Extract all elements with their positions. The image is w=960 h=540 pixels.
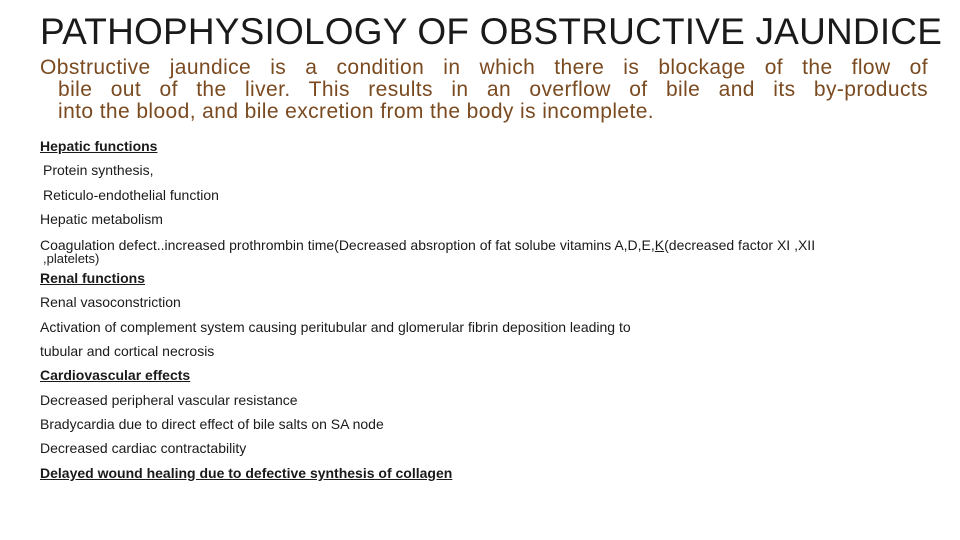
- list-item: Bradycardia due to direct effect of bile salts on SA node: [40, 415, 384, 432]
- intro-line-1: Obstructive jaundice is a condition in which there is blockage of the flow of: [40, 56, 928, 79]
- content-list: [40, 134, 920, 485]
- list-item: Renal vasoconstriction: [40, 294, 181, 311]
- intro-line-2: bile out of the liver. This results in an overflow of bile and its by-products: [58, 78, 928, 101]
- wound-healing-heading: Delayed wound healing due to defective synthesis of collagen: [40, 464, 453, 481]
- cardiovascular-heading: Cardiovascular effects: [40, 367, 191, 384]
- intro-paragraph: [40, 57, 928, 123]
- list-item: Reticulo-endothelial function: [43, 186, 219, 203]
- list-item: tubular and cortical necrosis: [40, 343, 215, 360]
- slide-title: PATHOPHYSIOLOGY OF OBSTRUCTIVE JAUNDICE: [40, 11, 943, 52]
- list-item: Protein synthesis,: [43, 162, 154, 179]
- vitamin-k-text: K: [654, 237, 665, 254]
- coagulation-item: [40, 231, 920, 266]
- list-item: Decreased cardiac contractability: [40, 440, 247, 457]
- renal-heading: Renal functions: [40, 270, 146, 287]
- list-item: Hepatic metabolism: [40, 210, 163, 227]
- hepatic-heading: Hepatic functions: [40, 138, 158, 154]
- intro-line-3: into the blood, and bile excretion from the body is incomplete.: [58, 100, 655, 123]
- coag-text: Coagulation defect..increased prothrombin time(Decreased absroption of fat solube vitamins A,D,E,: [40, 237, 655, 254]
- list-item: Decreased peripheral vascular resistance: [40, 391, 298, 408]
- list-item: Activation of complement system causing peritubular and glomerular fibrin deposition leading to: [40, 318, 631, 335]
- coag-text-end: (decreased factor XI ,XII: [664, 237, 816, 254]
- coag-subline: ,platelets): [43, 251, 100, 267]
